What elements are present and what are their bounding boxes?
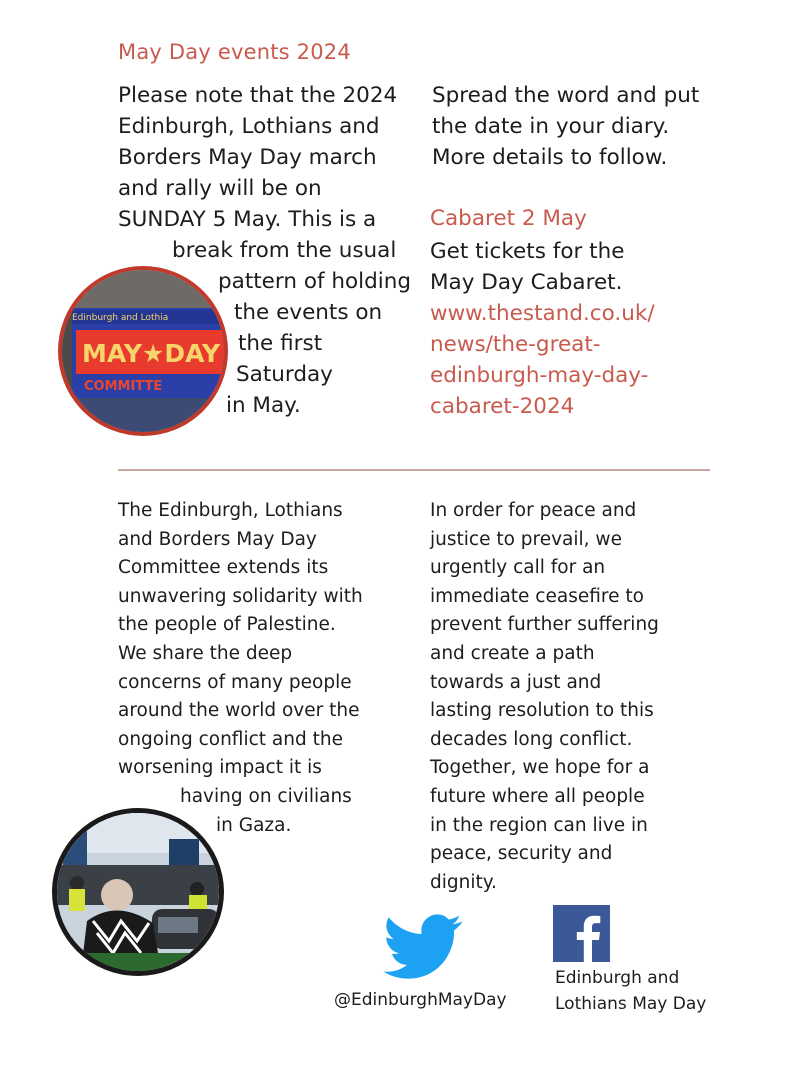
cabaret-title: Cabaret 2 May <box>430 206 587 231</box>
banner-bottom-text: COMMITTE <box>84 379 163 394</box>
text-line: unwavering solidarity with <box>118 585 363 607</box>
text-line: In order for peace and <box>430 500 637 521</box>
link-line[interactable]: edinburgh-may-day- <box>430 363 649 388</box>
text-line: towards a just and <box>430 671 602 693</box>
facebook-page-line[interactable]: Lothians May Day <box>555 994 707 1014</box>
text-line: The Edinburgh, Lothians <box>118 500 343 521</box>
text-line: Spread the word and put <box>432 83 700 108</box>
banner-main-text: MAY★DAY <box>82 339 221 368</box>
text-line: Get tickets for the <box>430 239 625 264</box>
text-line: the date in your diary. <box>432 114 670 139</box>
text-line: and Borders May Day <box>118 528 317 550</box>
crowd-photo-image <box>57 813 219 971</box>
text-line: Edinburgh, Lothians and <box>118 114 380 139</box>
facebook-page-line[interactable]: Edinburgh and <box>555 968 680 988</box>
text-line: Committee extends its <box>118 557 329 579</box>
section-title: May Day events 2024 <box>118 40 351 64</box>
text-line: having on civilians <box>180 786 352 807</box>
text-line: justice to prevail, we <box>430 528 622 550</box>
link-line[interactable]: www.thestand.co.uk/ <box>430 301 655 326</box>
text-line: May Day Cabaret. <box>430 270 623 295</box>
text-line: break from the usual <box>172 238 397 263</box>
text-line: pattern of holding <box>218 269 412 294</box>
protest-crowd-photo <box>52 808 224 976</box>
text-line: and create a path <box>430 643 595 664</box>
text-line: dignity. <box>430 871 497 893</box>
text-line: the first <box>238 331 323 356</box>
text-line: SUNDAY 5 May. This is a <box>118 207 377 232</box>
link-line[interactable]: news/the-great- <box>430 332 601 357</box>
facebook-icon[interactable] <box>553 905 610 962</box>
banner-photo-image <box>62 270 224 432</box>
text-line: worsening impact it is <box>118 757 322 779</box>
text-line: Borders May Day march <box>118 145 377 170</box>
text-line: around the world over the <box>118 700 360 722</box>
text-line: ongoing conflict and the <box>118 728 343 750</box>
text-line: urgently call for an <box>430 557 606 579</box>
text-line: Please note that the 2024 <box>118 83 398 108</box>
twitter-bird-icon[interactable] <box>383 914 463 980</box>
text-line: More details to follow. <box>432 145 668 170</box>
link-line[interactable]: cabaret-2024 <box>430 394 575 419</box>
text-line: in May. <box>226 393 301 418</box>
text-line: lasting resolution to this <box>430 700 654 722</box>
section-divider <box>118 469 710 471</box>
text-line: the events on <box>234 300 383 325</box>
text-line: in Gaza. <box>216 814 292 836</box>
text-line: prevent further suffering <box>430 614 659 636</box>
text-line: Saturday <box>236 362 333 387</box>
text-line: the people of Palestine. <box>118 614 336 636</box>
text-line: Together, we hope for a <box>430 757 650 779</box>
text-line: We share the deep <box>118 643 293 664</box>
text-line: in the region can live in <box>430 814 648 836</box>
text-line: and rally will be on <box>118 176 322 201</box>
may-day-banner-photo <box>58 266 228 436</box>
banner-top-text: Edinburgh and Lothia <box>72 313 169 323</box>
text-line: decades long conflict. <box>430 728 633 750</box>
text-line: future where all people <box>430 786 645 807</box>
text-line: immediate ceasefire to <box>430 585 644 607</box>
twitter-handle[interactable]: @EdinburghMayDay <box>334 990 507 1010</box>
text-line: concerns of many people <box>118 671 352 693</box>
text-line: peace, security and <box>430 843 613 865</box>
